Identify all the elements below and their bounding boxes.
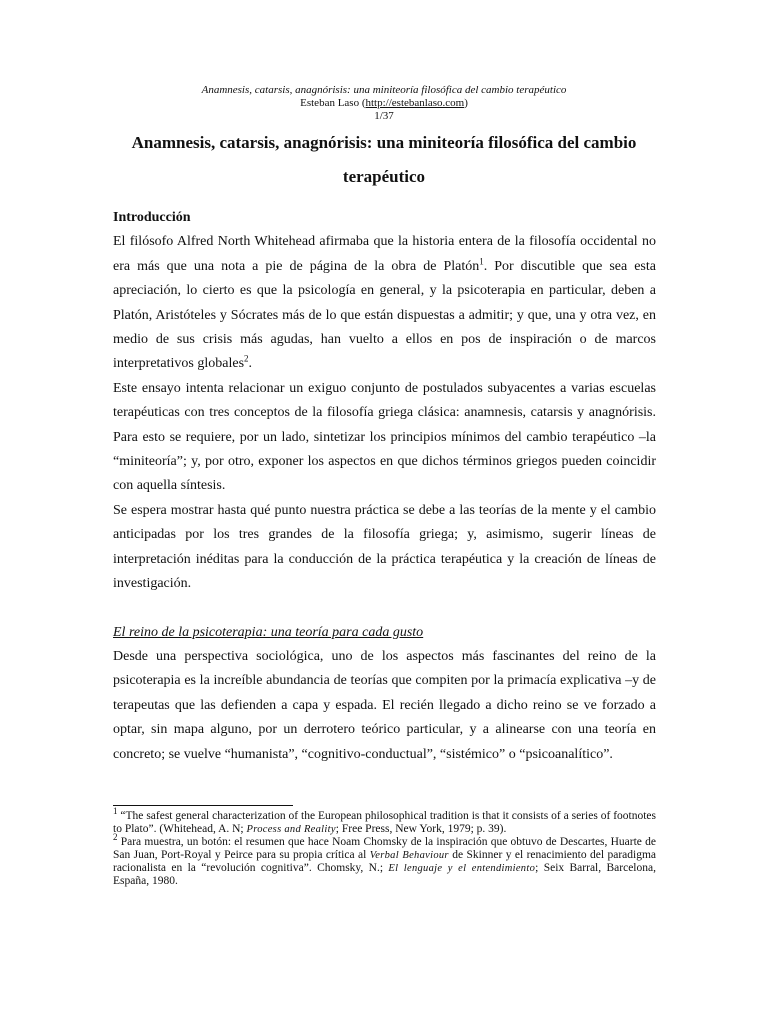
paragraph: Este ensayo intenta relacionar un exiguo conjunto de postulados subyacentes a varias escuelas terapéuticas con tres conceptos de la filosofía griega clásica: anamnesis, catarsis y anagnórisis. Para esto se requiere, por un lado, sintetizar los principios mínimos del cambio terapéutico –la “miniteoría”; y, por otro, exponer los aspectos en que dichos términos griegos pueden coincidir con aquella síntesis. bbox=[113, 380, 656, 494]
section-heading-reino: El reino de la psicoterapia: una teoría para cada gusto bbox=[113, 624, 424, 640]
footnote-divider bbox=[113, 805, 293, 806]
footnote-ref-1[interactable]: 1 bbox=[479, 256, 484, 267]
footnote-ref-2[interactable]: 2 bbox=[244, 353, 249, 364]
author-website-link[interactable]: http://estebanlaso.com bbox=[365, 97, 465, 109]
running-title: Anamnesis, catarsis, anagnórisis: una miniteoría filosófica del cambio terapéutico bbox=[201, 84, 567, 96]
paragraph: Desde una perspectiva sociológica, uno de los aspectos más fascinantes del reino de la psicoterapia es la increíble abundancia de teorías que compiten por la primacía explicativa –y de terapeutas que las defienden a capa y espada. El recién llegado a dicho reino se ve forzado a optar, sin mapa alguno, por un derrotero teórico particular, y a alinearse con una teoría en concreto; se vuelve “humanista”, “cognitivo-conductual”, “sistémico” o “psicoanalítico”. bbox=[113, 648, 656, 762]
paragraph bbox=[113, 230, 656, 376]
author-line bbox=[0, 97, 768, 110]
footnote-1 bbox=[113, 806, 656, 836]
page-header bbox=[0, 84, 768, 123]
footnote-text: Para muestra, un botón: el resumen que hace Noam Chomsky de la inspiración que obtuvo de Descartes, Huarte de San Juan, Port-Royal y Peirce para su propia crítica al bbox=[113, 836, 656, 861]
author-suffix: ) bbox=[464, 97, 468, 109]
footnotes bbox=[113, 806, 657, 888]
footnote-book-title: Process and Reality bbox=[246, 824, 336, 835]
paragraph-text: . Por discutible que sea esta apreciación, lo cierto es que la psicología en general, y la psicoterapia en particular, deben a Platón, Aristóteles y Sócrates más de lo que están dispuestas a admitir; y que, una y otra vez, en medio de sus crisis más agudas, han vuelto a ellos en pos de inspiración o de marcos interpretativos globales bbox=[113, 258, 656, 372]
paragraph-text: El filósofo Alfred North Whitehead afirmaba que la historia entera de la filosofía occidental no era más que una nota a pie de página de la obra de Platón bbox=[113, 234, 656, 274]
footnote-2 bbox=[113, 832, 657, 888]
author-name: Esteban Laso ( bbox=[300, 97, 366, 109]
footnote-text: ; Free Press, New York, 1979; p. 39). bbox=[335, 823, 507, 835]
footnote-text: ; Seix Barral, Barcelona, España, 1980. bbox=[113, 862, 656, 887]
footnote-text: “The safest general characterization of the European philosophical tradition is that it consists of a series of footnotes to Plato”. (Whitehead, A. N; bbox=[113, 810, 656, 835]
document-title: Anamnesis, catarsis, anagnórisis: una miniteoría filosófica del cambio terapéutico bbox=[131, 133, 637, 186]
footnote-number: 2 bbox=[113, 832, 118, 843]
document-body bbox=[113, 206, 656, 767]
paragraph: Se espera mostrar hasta qué punto nuestra práctica se debe a las teorías de la mente y el cambio anticipadas por los tres grandes de la filosofía griega; y, asimismo, sugerir líneas de interpretación inéditas para la conducción de la práctica terapéutica y la creación de líneas de investigación. bbox=[113, 502, 656, 592]
footnote-book-title: El lenguaje y el entendimiento bbox=[388, 863, 536, 874]
section-heading-introduccion: Introducción bbox=[113, 210, 191, 225]
page-number: 1/37 bbox=[374, 110, 394, 122]
footnote-book-title: Verbal Behaviour bbox=[369, 850, 449, 861]
footnote-number: 1 bbox=[113, 806, 118, 817]
footnote-text: de Skinner y el renacimiento del paradigma racionalista en la “revolución cognitiva”. Chomsky, N.; bbox=[113, 849, 657, 874]
paragraph-text: . bbox=[248, 356, 253, 372]
